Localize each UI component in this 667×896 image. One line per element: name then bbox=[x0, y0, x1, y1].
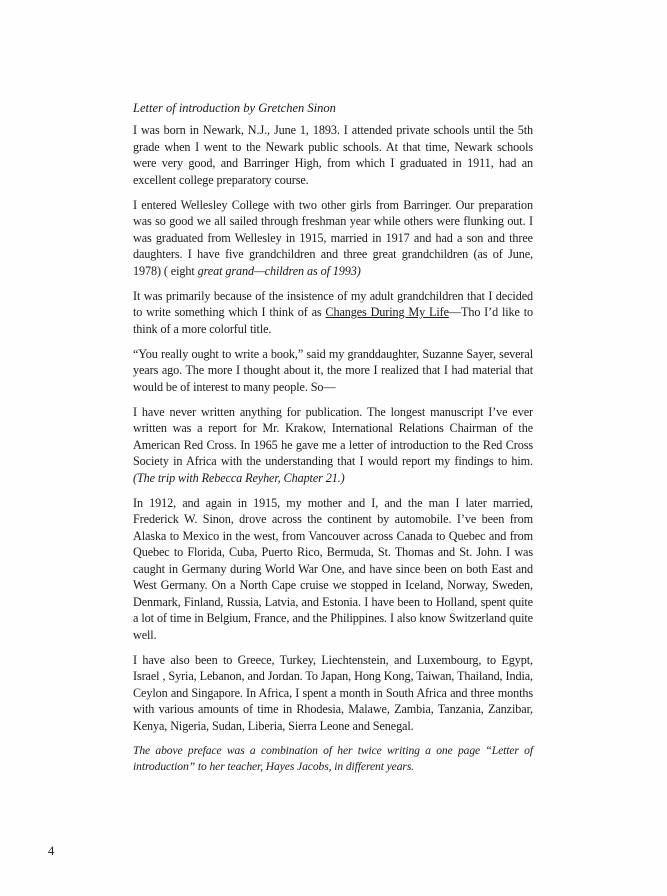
paragraph-wellesley-text: I entered Wellesley College with two other girls from Barringer. Our preparation was so good we all sailed through freshman year while others were flunking out. I was graduated from Wellesley in 1915, married in 1917 and had a son and three daughters. I have five grandchildren and three great grandchildren (as of June, 1978) ( eight bbox=[133, 197, 533, 278]
editor-note: The above preface was a combination of her twice writing a one page “Letter of introduction” to her teacher, Hayes Jacobs, in different years. bbox=[133, 743, 533, 773]
page-number: 4 bbox=[48, 844, 55, 858]
paragraph-motivation bbox=[133, 288, 533, 338]
paragraph-travels: In 1912, and again in 1915, my mother and I, and the man I later married, Frederick W. Sinon, drove across the continent by automobile. I’ve been from Alaska to Mexico in the west, from Vancouver across Canada to Quebec and from Quebec to Florida, Cuba, Puerto Rico, Bermuda, St. Thomas and St. John. I was caught in Germany during World War One, and have since been on both East and West Germany. On a North Cape cruise we stopped in Iceland, Norway, Sweden, Denmark, Finland, Russia, Latvia, and Estonia. I have been to Holland, spent quite a lot of time in Belgium, France, and the Philippines. I also know Switzerland quite well. bbox=[133, 495, 533, 642]
paragraph-publication-text: I have never written anything for publication. The longest manuscript I’ve ever written was a report for Mr. Krakow, International Relations Chairman of the American Red Cross. In 1965 he gave me a letter of introduction to the Red Cross Society in Africa with the understanding that I would report my findings to him. bbox=[133, 404, 533, 468]
letter-body bbox=[133, 122, 533, 783]
paragraph-wellesley bbox=[133, 197, 533, 280]
paragraph-publication bbox=[133, 404, 533, 487]
paragraph-more-travels: I have also been to Greece, Turkey, Liechtenstein, and Luxembourg, to Egypt, Israel , Syria, Lebanon, and Jordan. To Japan, Hong Kong, Taiwan, Thailand, India, Ceylon and Singapore. In Africa, I spent a month in South Africa and three months with various amounts of time in Rhodesia, Malawe, Zambia, Tanzania, Zanzibar, Kenya, Nigeria, Sudan, Liberia, Sierra Leone and Senegal. bbox=[133, 652, 533, 733]
paragraph-granddaughter: “You really ought to write a book,” said my granddaughter, Suzanne Sayer, several years ago. The more I thought about it, the more I realized that I had material that would be of interest to many people. So— bbox=[133, 346, 533, 394]
paragraph-motivation-before: It was primarily because of the insistence of my adult grandchildren that I decided to write something which I think of as bbox=[133, 288, 533, 319]
paragraph-motivation-after: —Tho I’d like to think of a more colorful title. bbox=[133, 305, 534, 336]
book-title-underlined: Changes During My Life bbox=[325, 305, 449, 319]
paragraph-wellesley-italic: great grand—children as of 1993) bbox=[197, 263, 361, 278]
page-title: Letter of introduction by Gretchen Sinon bbox=[133, 101, 336, 115]
paragraph-birth: I was born in Newark, N.J., June 1, 1893. I attended private schools until the 5th grade when I went to the Newark public schools. At that time, Newark schools were very good, and Barringer High, from which I graduated in 1911, had an excellent college preparatory course. bbox=[133, 123, 533, 187]
paragraph-publication-italic: (The trip with Rebecca Reyher, Chapter 21.) bbox=[133, 470, 345, 485]
